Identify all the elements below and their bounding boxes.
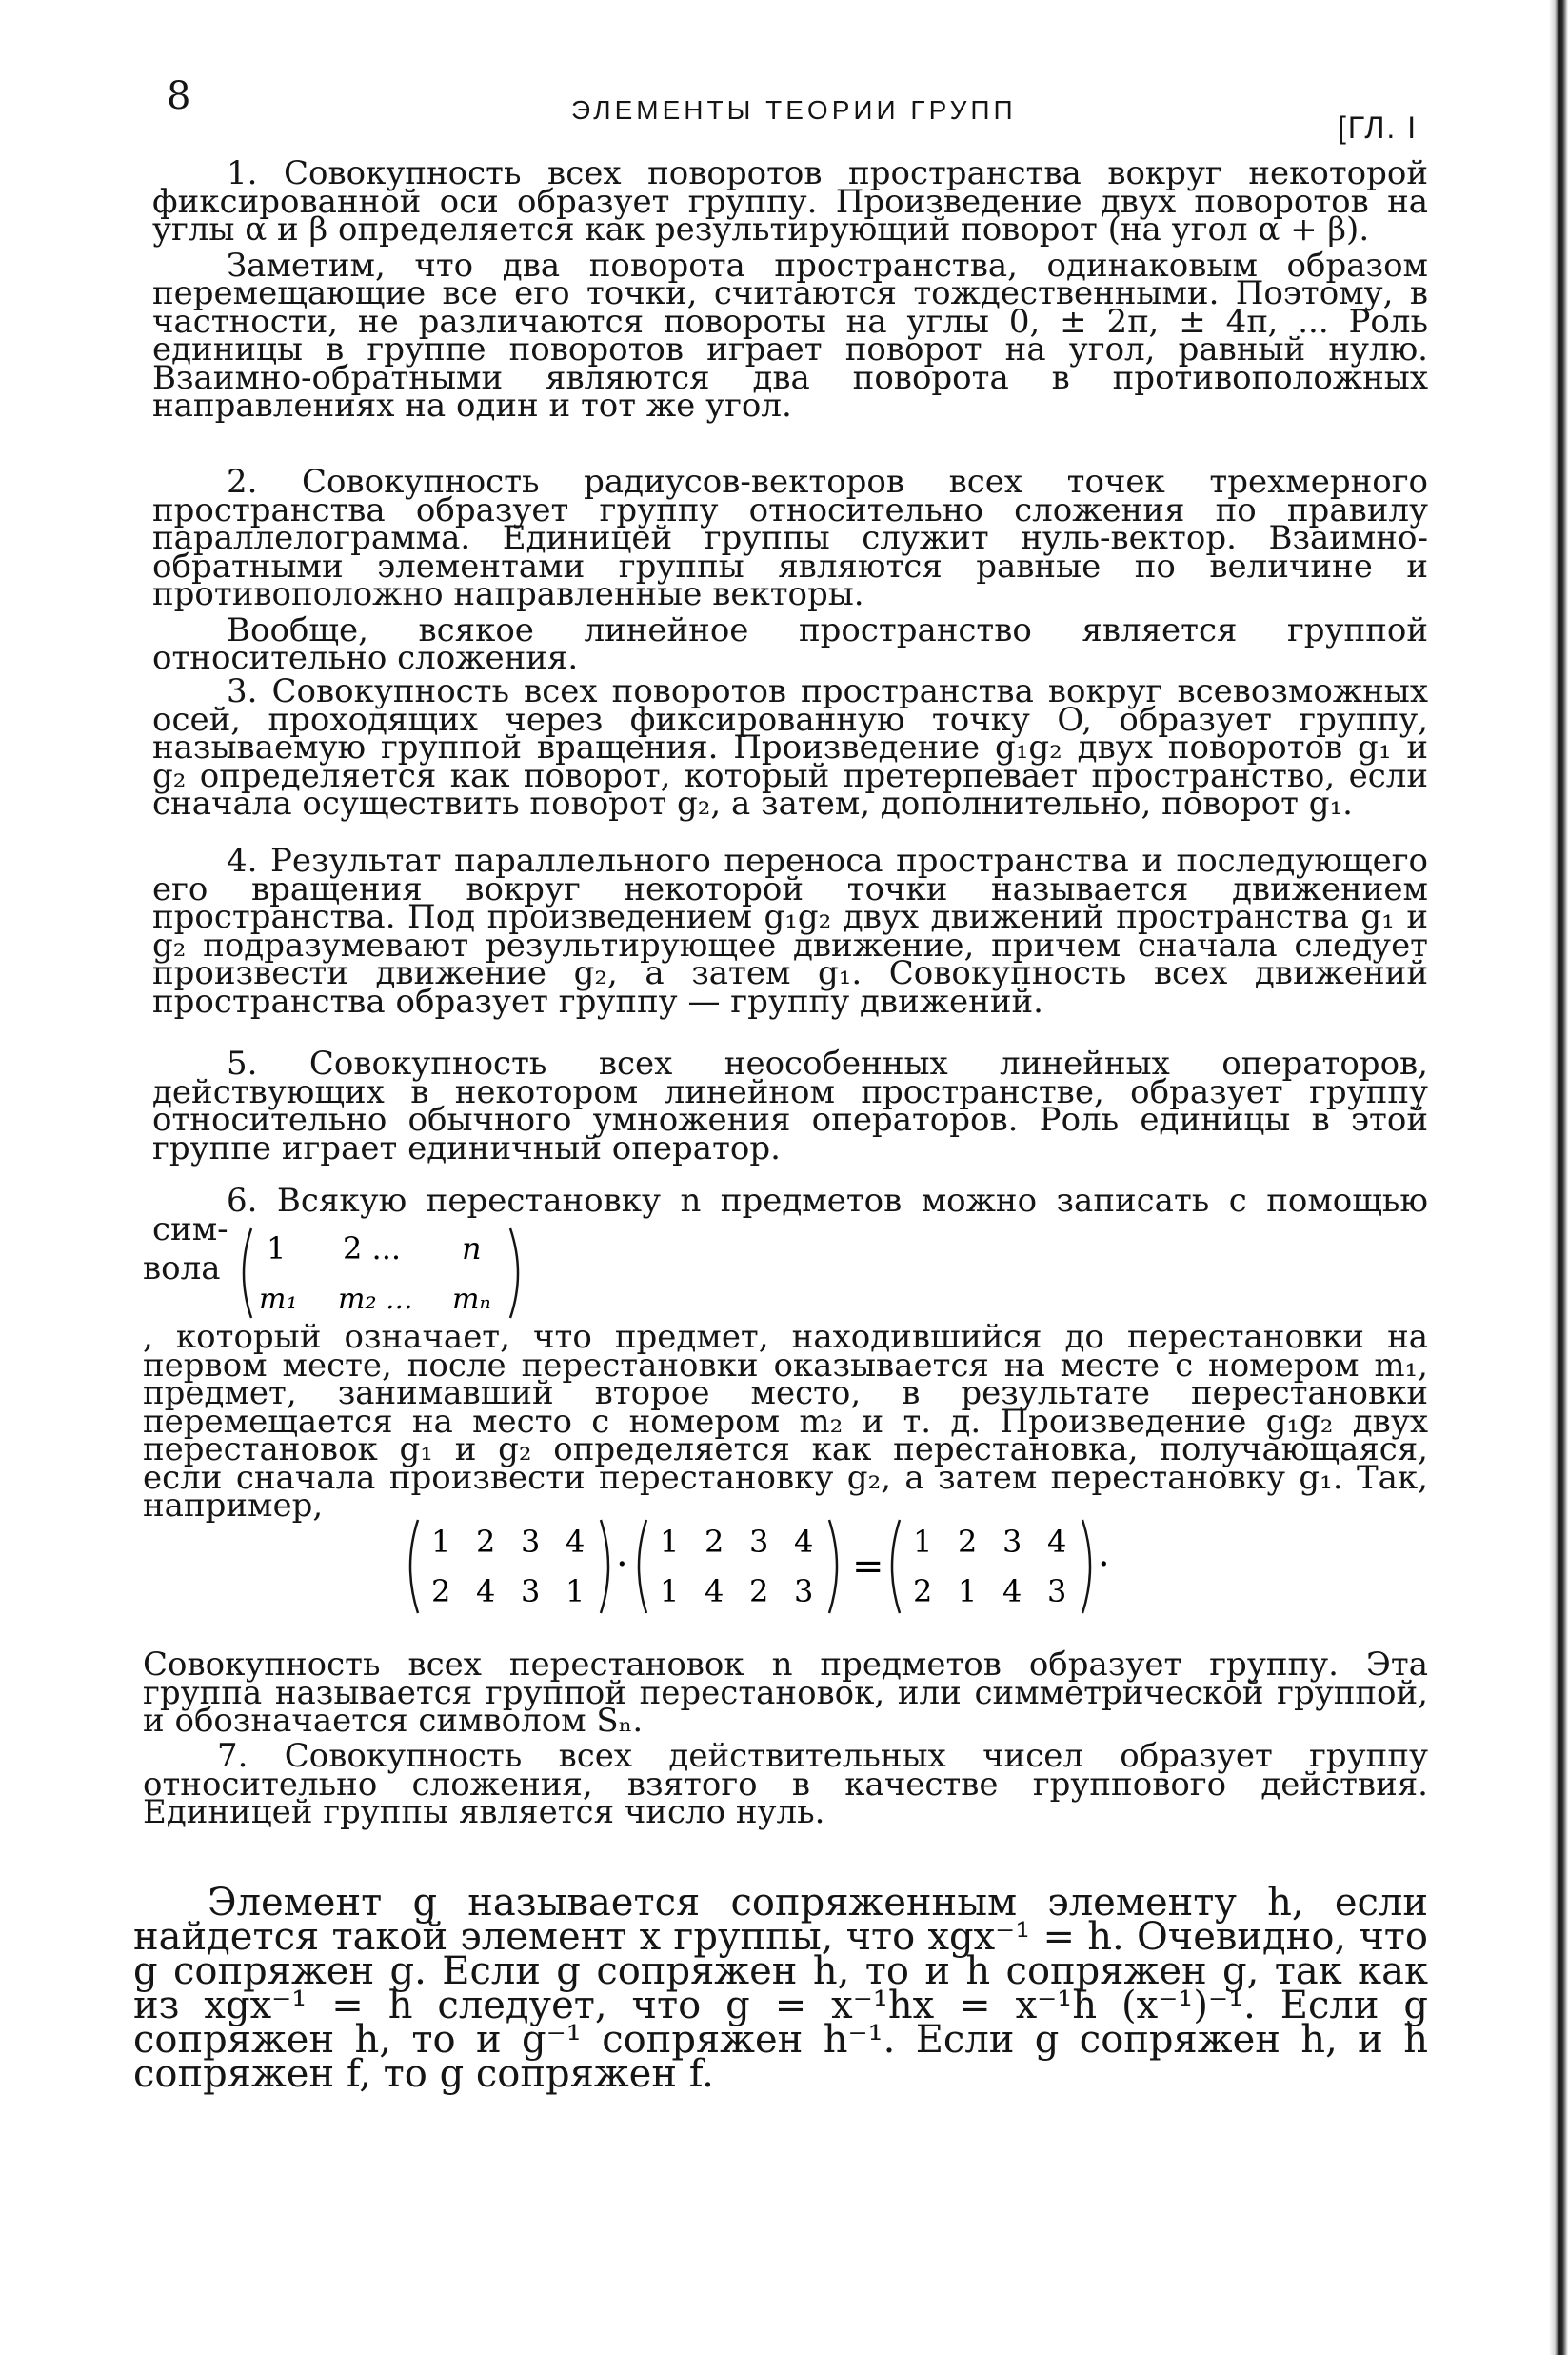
multiply-dot: · bbox=[616, 1543, 628, 1587]
cell: 3 bbox=[1047, 1573, 1067, 1609]
cell: 3 bbox=[1002, 1524, 1022, 1560]
cell: 3 bbox=[749, 1524, 769, 1560]
cell: 4 bbox=[1002, 1573, 1022, 1609]
cell: 3 bbox=[521, 1573, 541, 1609]
paren bbox=[1082, 1520, 1090, 1613]
sym-top-n: n bbox=[462, 1230, 482, 1267]
cell: 4 bbox=[1047, 1524, 1067, 1560]
matrix-3 bbox=[892, 1520, 1090, 1613]
sym-bottom-1: m₁ bbox=[259, 1283, 298, 1316]
paragraph: вола bbox=[143, 1249, 221, 1287]
matrix-1 bbox=[410, 1520, 608, 1613]
permutation-symbol bbox=[238, 1221, 524, 1326]
paragraph: , который означает, что предмет, находившийся до перестановки на первом месте, после перестановки оказывается на месте с номером m₁, предмет, занимавший второе место, в результате перестановки перемещается на место с номером m₂ и т. д. Произведение g₁g₂ двух перестановок g₁ и g₂ определяется как перестановка, получающаяся, если сначала произвести перестановку g₂, а затем перестановку g₁. Так, например, bbox=[143, 1318, 1428, 1525]
sym-bottom-n: mₙ bbox=[452, 1283, 491, 1316]
sym-top-2: 2 ... bbox=[343, 1230, 402, 1267]
sym-top-1: 1 bbox=[267, 1230, 287, 1267]
running-title: ЭЛЕМЕНТЫ ТЕОРИИ ГРУПП bbox=[571, 95, 1017, 125]
end-dot: · bbox=[1098, 1543, 1110, 1587]
example-2 bbox=[152, 463, 1428, 677]
cell: 2 bbox=[431, 1573, 451, 1609]
cell: 3 bbox=[521, 1524, 541, 1560]
equation-svg bbox=[405, 1514, 1261, 1619]
paren bbox=[601, 1520, 608, 1613]
cell: 3 bbox=[794, 1573, 814, 1609]
cell: 2 bbox=[913, 1573, 933, 1609]
cell: 1 bbox=[660, 1524, 680, 1560]
example-4 bbox=[152, 842, 1428, 1021]
example-7 bbox=[143, 1737, 1428, 1831]
paragraph: Вообще, всякое линейное пространство является группой относительно сложения. bbox=[152, 610, 1428, 677]
chapter-label: [ГЛ. I bbox=[1338, 110, 1419, 145]
cell: 1 bbox=[958, 1573, 978, 1609]
paragraph: Совокупность всех перестановок n предметов образует группу. Эта группа называется группой перестановок, или симметрической группой, и обозначается символом Sₙ. bbox=[143, 1646, 1428, 1740]
right-paren bbox=[510, 1228, 518, 1318]
paragraph: 5. Совокупность всех неособенных линейных операторов, действующих в некотором линейном пространстве, образует группу относительно обычного умножения операторов. Роль единицы в этой группе играет единичный оператор. bbox=[152, 1045, 1428, 1168]
example-6-body bbox=[143, 1318, 1428, 1525]
example-5 bbox=[152, 1045, 1428, 1168]
paragraph: 1. Совокупность всех поворотов пространства вокруг некоторой фиксированной оси образует группу. Произведение двух поворотов на углы α и β определяется как результирующий поворот (на угол α + β). bbox=[152, 154, 1428, 249]
symbol-prefix bbox=[143, 1249, 238, 1287]
paragraph: 6. Всякую перестановку n предметов можно записать с помощью сим- bbox=[152, 1182, 1428, 1248]
cell: 4 bbox=[705, 1573, 724, 1609]
paragraph: 2. Совокупность радиусов-векторов всех точек трехмерного пространства образует группу относительно сложения по правилу параллелограмма. Единицей группы служит нуль-вектор. Взаимно-обратными элементами группы являются равные по величине и противоположно направленные векторы. bbox=[152, 463, 1428, 613]
cell: 1 bbox=[660, 1573, 680, 1609]
paragraph: Элемент g называется сопряженным элементу h, если найдется такой элемент x группы, что xgx⁻¹ = h. Очевидно, что g сопряжен g. Если g сопряжен h, то и h сопряжен g, так как из xgx⁻¹ = h следует, что g = x⁻¹hx = x⁻¹h (x⁻¹)⁻¹. Если g сопряжен h, то и g⁻¹ сопряжен h⁻¹. Если g сопряжен h, и h сопряжен f, то g сопряжен f. bbox=[133, 1881, 1428, 2096]
left-paren bbox=[244, 1228, 251, 1318]
paren bbox=[892, 1520, 900, 1613]
scan-binding-edge bbox=[1549, 0, 1568, 2355]
cell: 4 bbox=[566, 1524, 586, 1560]
cell: 4 bbox=[476, 1573, 496, 1609]
example-3 bbox=[152, 672, 1428, 823]
permutation-product-equation bbox=[405, 1514, 1261, 1619]
permutation-symbol-svg bbox=[238, 1221, 524, 1326]
paren bbox=[410, 1520, 418, 1613]
paragraph: Заметим, что два поворота пространства, одинаковым образом перемещающие все его точки, считаются тождественными. Поэтому, в частности, не различаются повороты на углы 0, ± 2π, ± 4π, ... Роль единицы в группе поворотов играет поворот на угол, равный нулю. Взаимно-обратными являются два поворота в противоположных направлениях на один и тот же угол. bbox=[152, 246, 1428, 425]
cell: 2 bbox=[476, 1524, 496, 1560]
cell: 2 bbox=[705, 1524, 724, 1560]
paragraph: 3. Совокупность всех поворотов пространства вокруг всевозможных осей, проходящих через фиксированную точку O, образует группу, называемую группой вращения. Произведение g₁g₂ двух поворотов g₁ и g₂ определяется как поворот, который претерпевает пространство, если сначала осуществить поворот g₂, а затем, дополнительно, поворот g₁. bbox=[152, 672, 1428, 823]
equals-sign: = bbox=[852, 1545, 884, 1588]
matrix-2 bbox=[639, 1520, 837, 1613]
sym-bottom-2: m₂ ... bbox=[338, 1283, 413, 1316]
cell: 2 bbox=[749, 1573, 769, 1609]
paragraph: 4. Результат параллельного переноса пространства и последующего его вращения вокруг некоторой точки называется движением пространства. Под произведением g₁g₂ двух движений пространства g₁ и g₂ подразумевают результирующее движение, причем сначала следует произвести движение g₂, а затем g₁. Совокупность всех движений пространства образует группу — группу движений. bbox=[152, 842, 1428, 1021]
cell: 4 bbox=[794, 1524, 814, 1560]
cell: 2 bbox=[958, 1524, 978, 1560]
conjugate-definition bbox=[133, 1881, 1428, 2096]
example-6-conclusion bbox=[143, 1646, 1428, 1740]
cell: 1 bbox=[913, 1524, 933, 1560]
paren bbox=[639, 1520, 646, 1613]
paren bbox=[829, 1520, 837, 1613]
example-1 bbox=[152, 154, 1428, 425]
page-number: 8 bbox=[167, 74, 191, 118]
cell: 1 bbox=[431, 1524, 451, 1560]
cell: 1 bbox=[566, 1573, 586, 1609]
paragraph: 7. Совокупность всех действительных чисел образует группу относительно сложения, взятого в качестве группового действия. Единицей группы является число нуль. bbox=[143, 1737, 1428, 1831]
